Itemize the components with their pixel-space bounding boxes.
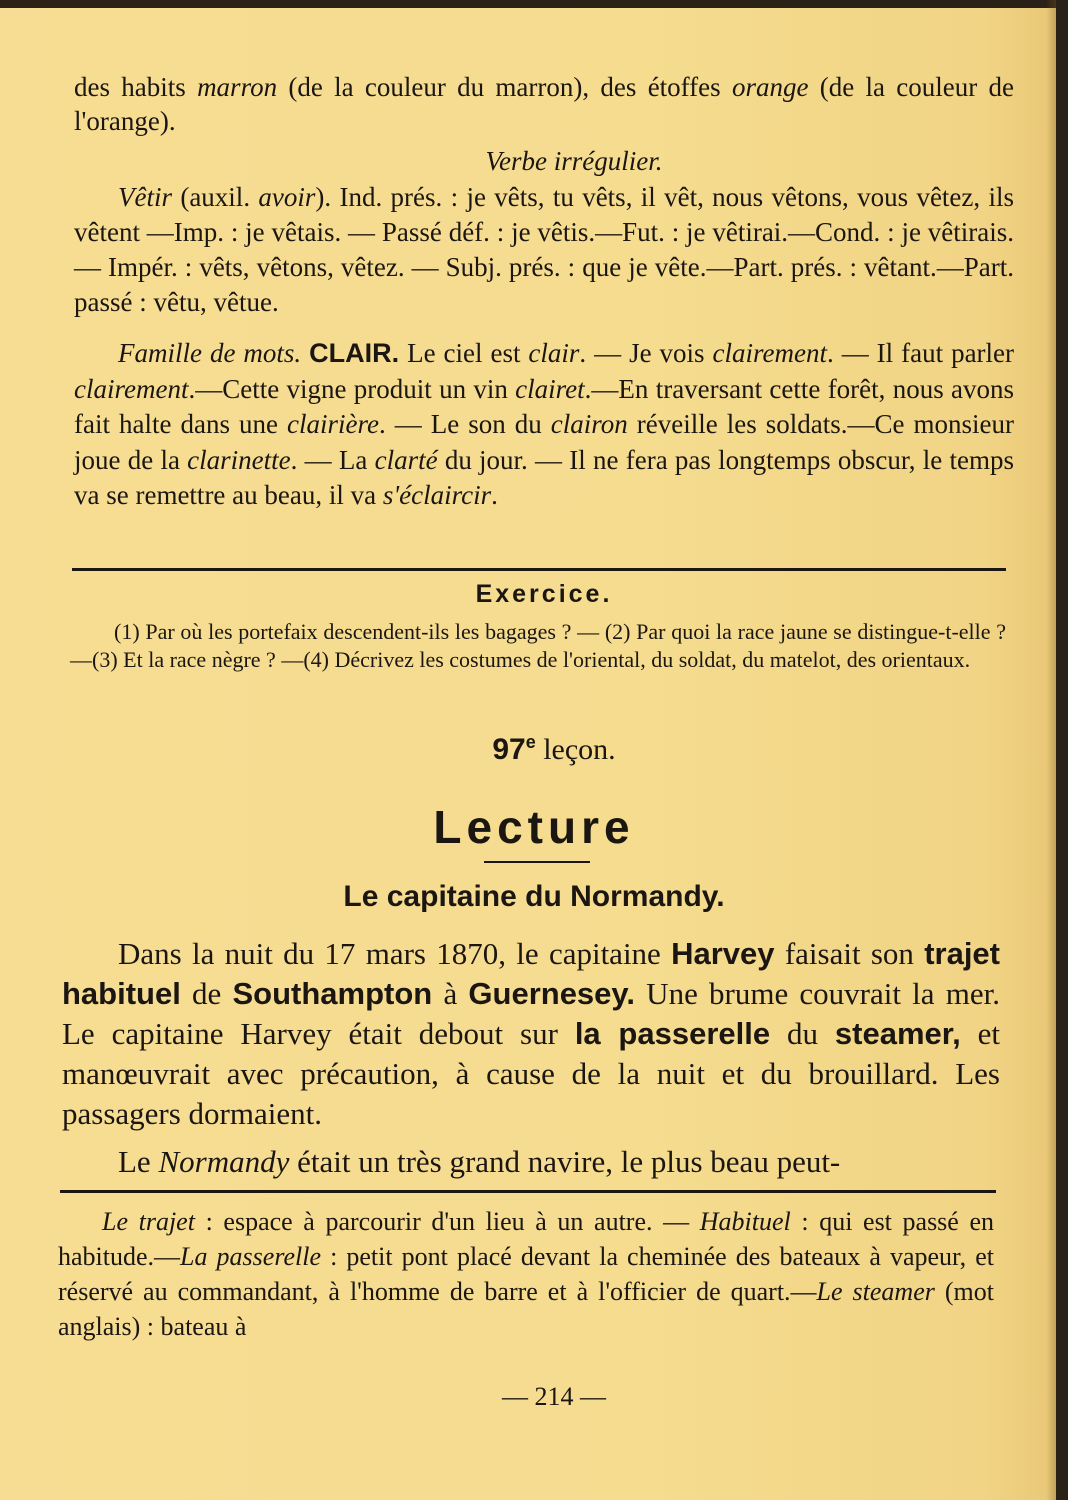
lecon-number: 97 — [492, 733, 526, 766]
exercice-text: (1) Par où les portefaix descendent-ils les bagages ? — (2) Par quoi la race jaune se distingue-t-elle ?—(3) Et la race nègre ? —(4) Décrivez les costumes de l'oriental, du soldat, du matelot, des orientaux. — [70, 619, 1006, 672]
famille-label: Famille de mots. — [118, 338, 302, 368]
famille-paragraph: Famille de mots. CLAIR. Le ciel est clair. — Je vois clairement. — Il faut parler clairement.—Cette vigne produit un vin clairet.—En traversant cette forêt, nous avons fait halte dans une clairière. — Le son du clairon réveille les soldats.—Ce monsieur joue de la clarinette. — La clarté du jour. — Il ne fera pas longtemps obscur, le temps va se remettre au beau, il va s'éclaircir. — [74, 338, 1015, 510]
footnotes: Le trajet : espace à parcourir d'un lieu à un autre. — Habituel : qui est passé en habitude.—La passerelle : petit pont placé devant la cheminée des bateaux à vapeur, et réservé au commandant, à l'homme de barre et à l'officier de quart.—Le steamer (mot anglais) : bateau à — [58, 1207, 994, 1341]
word-marron: marron — [197, 72, 278, 102]
title-underline — [484, 861, 590, 863]
lecture-subtitle: Le capitaine du Normandy. — [343, 880, 725, 913]
page-top-edge — [0, 0, 1068, 8]
footnote-divider — [60, 1190, 996, 1193]
famille-keyword: CLAIR. — [309, 338, 400, 368]
verb-vetir: Vêtir — [118, 182, 172, 212]
word-orange: orange — [731, 72, 809, 102]
verbe-heading: Verbe irrégulier. — [485, 146, 663, 176]
lecture-title: Lecture — [433, 801, 635, 853]
exercice-title: Exercice. — [475, 580, 613, 608]
section-divider — [72, 568, 1006, 571]
lecture-paragraph-2: Le Normandy était un très grand navire, le plus beau peut- — [118, 1144, 841, 1179]
lecture-paragraph-1: Dans la nuit du 17 mars 1870, le capitaine Harvey faisait son trajet habituel de Southampton à Guernesey. Une brume couvrait la mer. Le capitaine Harvey était debout sur la passerelle du steamer, et manœuvrait avec précaution, à cause de la nuit et du brouillard. Les passagers dormaient. — [62, 936, 1001, 1131]
intro-paragraph: des habits marron (de la couleur du marron), des étoffes orange (de la couleur de l'orange). — [74, 72, 1014, 136]
verbe-paragraph: Vêtir (auxil. avoir). Ind. prés. : je vêts, tu vêts, il vêt, nous vêtons, vous vêtez, ils vêtent —Imp. : je vêtais. — Passé déf. : je vêtis.—Fut. : je vêtirai.—Cond. : je vêtirais. — Impér. : vêts, vêtons, vêtez. — Subj. prés. : que je vête.—Part. prés. : vêtant.—Part. passé : vêtu, vêtue. — [74, 182, 1014, 317]
page-number: — 214 — — [502, 1382, 606, 1411]
lecon-heading: 97e leçon. — [492, 732, 616, 766]
